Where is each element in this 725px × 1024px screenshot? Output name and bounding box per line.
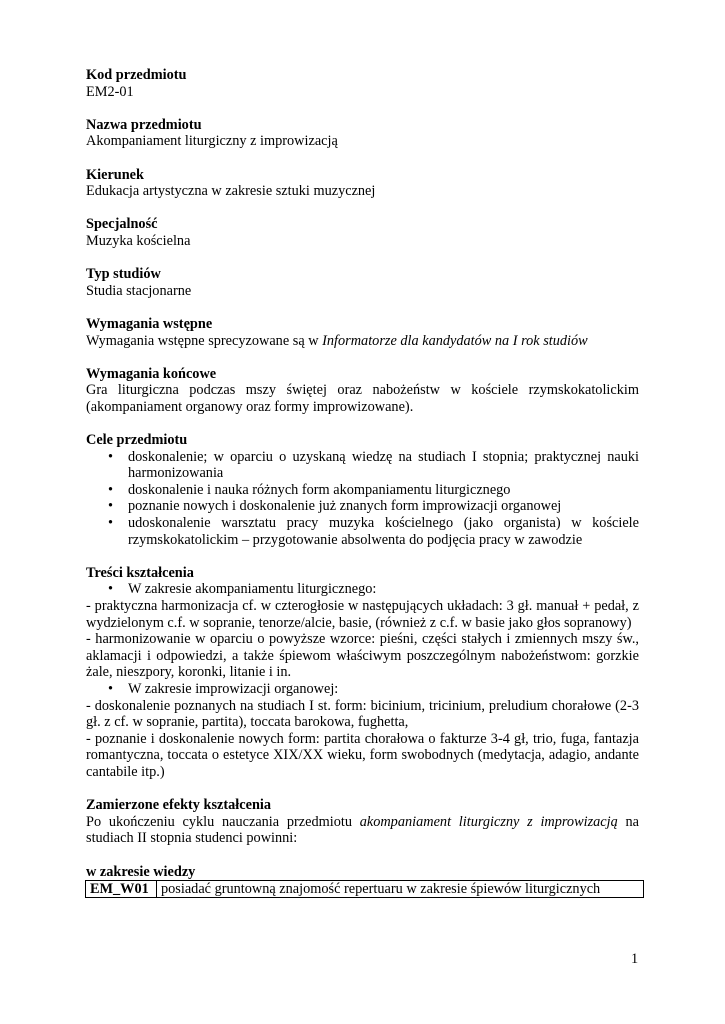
tresci-paragraph: - harmonizowanie w oparciu o powyższe wzorce: pieśni, części stałych i zmiennych mszy św., aklamacji i odpowiedzi, a także śpiewom właściwym poszczególnym nabożeństwom: gorzkie żale, nieszpory, koronki, litanie i in. xyxy=(86,631,639,681)
value-wymagania-koncowe: Gra liturgiczna podczas mszy świętej oraz nabożeństw w kościele rzymskokatolickim (akompaniament organowy oraz formy improwizowane). xyxy=(86,382,639,415)
efekty-text-italic: akompaniament liturgiczny z improwizacją xyxy=(359,813,618,830)
section-wymagania-wstepne xyxy=(86,316,639,349)
value-typ-studiow: Studia stacjonarne xyxy=(86,282,192,299)
heading-kod-przedmiotu: Kod przedmiotu xyxy=(86,67,187,83)
tresci-paragraph: - poznanie i doskonalenie nowych form: partita chorałowa o fakturze 3-4 gł, trio, fuga, fantazja romantyczna, toccata o estetyce XIX/XX wieku, form swobodnych (medytacja, adagio, andante cantabile itp.) xyxy=(86,730,639,780)
section-cele xyxy=(86,432,639,548)
section-typ-studiow xyxy=(86,266,639,299)
heading-typ-studiow: Typ studiów xyxy=(86,266,161,283)
value-specjalnosc: Muzyka kościelna xyxy=(86,232,191,249)
heading-tresci-ksztalcenia: Treści kształcenia xyxy=(86,564,194,581)
heading-kierunek: Kierunek xyxy=(86,166,144,183)
heading-cele-przedmiotu: Cele przedmiotu xyxy=(86,432,188,449)
tresci-paragraph: - praktyczna harmonizacja cf. w czterogłosie w następujących układach: 3 gł. manuał + pedał, z wydzielonym c.f. w sopranie, tenorze/alcie, basie, (również z c.f. w basie jako głos sopranowy) xyxy=(86,598,639,631)
effect-code: EM_W01 xyxy=(86,881,157,898)
effects-table xyxy=(85,880,644,898)
section-kod xyxy=(86,67,639,100)
list-item: • poznanie nowych i doskonalenie już znanych form improwizacji organowej xyxy=(86,498,639,515)
page-number: 1 xyxy=(631,951,639,967)
section-wymagania-koncowe xyxy=(86,366,639,416)
value-kod-przedmiotu: EM2-01 xyxy=(86,83,134,100)
wymagania-wstepne-text: Wymagania wstępne sprecyzowane są w xyxy=(86,332,323,349)
tresci-bullet-improwizacja: • W zakresie improwizacji organowej: xyxy=(86,681,639,698)
document-body xyxy=(86,67,639,898)
value-wymagania-wstepne xyxy=(86,333,639,350)
efekty-text-after: na studiach II stopnia studenci powinni: xyxy=(86,813,639,847)
section-nazwa xyxy=(86,117,639,150)
heading-wymagania-wstepne: Wymagania wstępne xyxy=(86,315,213,332)
tresci-bullet-akompaniament: • W zakresie akompaniamentu liturgicznego: xyxy=(86,581,639,598)
heading-wymagania-koncowe: Wymagania końcowe xyxy=(86,365,217,382)
value-kierunek: Edukacja artystyczna w zakresie sztuki muzycznej xyxy=(86,183,376,200)
value-nazwa-przedmiotu: Akompaniament liturgiczny z improwizacją xyxy=(86,133,338,150)
list-item: • udoskonalenie warsztatu pracy muzyka kościelnego (jako organista) w kościele rzymskokatolickim – przygotowanie absolwenta do podjęcia pracy w zawodzie xyxy=(86,515,639,548)
tresci-paragraph: - doskonalenie poznanych na studiach I st. form: bicinium, tricinium, preludium chorałowe (2-3 gł. z cf. w sopranie, partita), toccata barokowa, fughetta, xyxy=(86,697,639,731)
efekty-intro xyxy=(86,814,639,847)
heading-nazwa-przedmiotu: Nazwa przedmiotu xyxy=(86,116,202,133)
table-row xyxy=(86,881,644,898)
heading-specjalnosc: Specjalność xyxy=(86,216,158,233)
section-wiedza xyxy=(86,864,639,899)
efekty-text-before: Po ukończeniu cyklu nauczania przedmiotu xyxy=(86,813,360,830)
list-item: • doskonalenie i nauka różnych form akompaniamentu liturgicznego xyxy=(86,482,639,499)
section-kierunek xyxy=(86,167,639,200)
list-item: • doskonalenie; w oparciu o uzyskaną wiedzę na studiach I stopnia; praktycznej nauki harmonizowania xyxy=(86,449,639,482)
wymagania-wstepne-italic: Informatorze dla kandydatów na I rok studiów xyxy=(322,332,588,349)
heading-zamierzone-efekty: Zamierzone efekty kształcenia xyxy=(86,797,272,814)
heading-w-zakresie-wiedzy: w zakresie wiedzy xyxy=(86,863,196,880)
section-tresci xyxy=(86,565,639,781)
effect-description: posiadać gruntowną znajomość repertuaru w zakresie śpiewów liturgicznych xyxy=(157,881,644,898)
section-efekty xyxy=(86,797,639,847)
section-specjalnosc xyxy=(86,216,639,249)
cele-list xyxy=(86,449,639,549)
